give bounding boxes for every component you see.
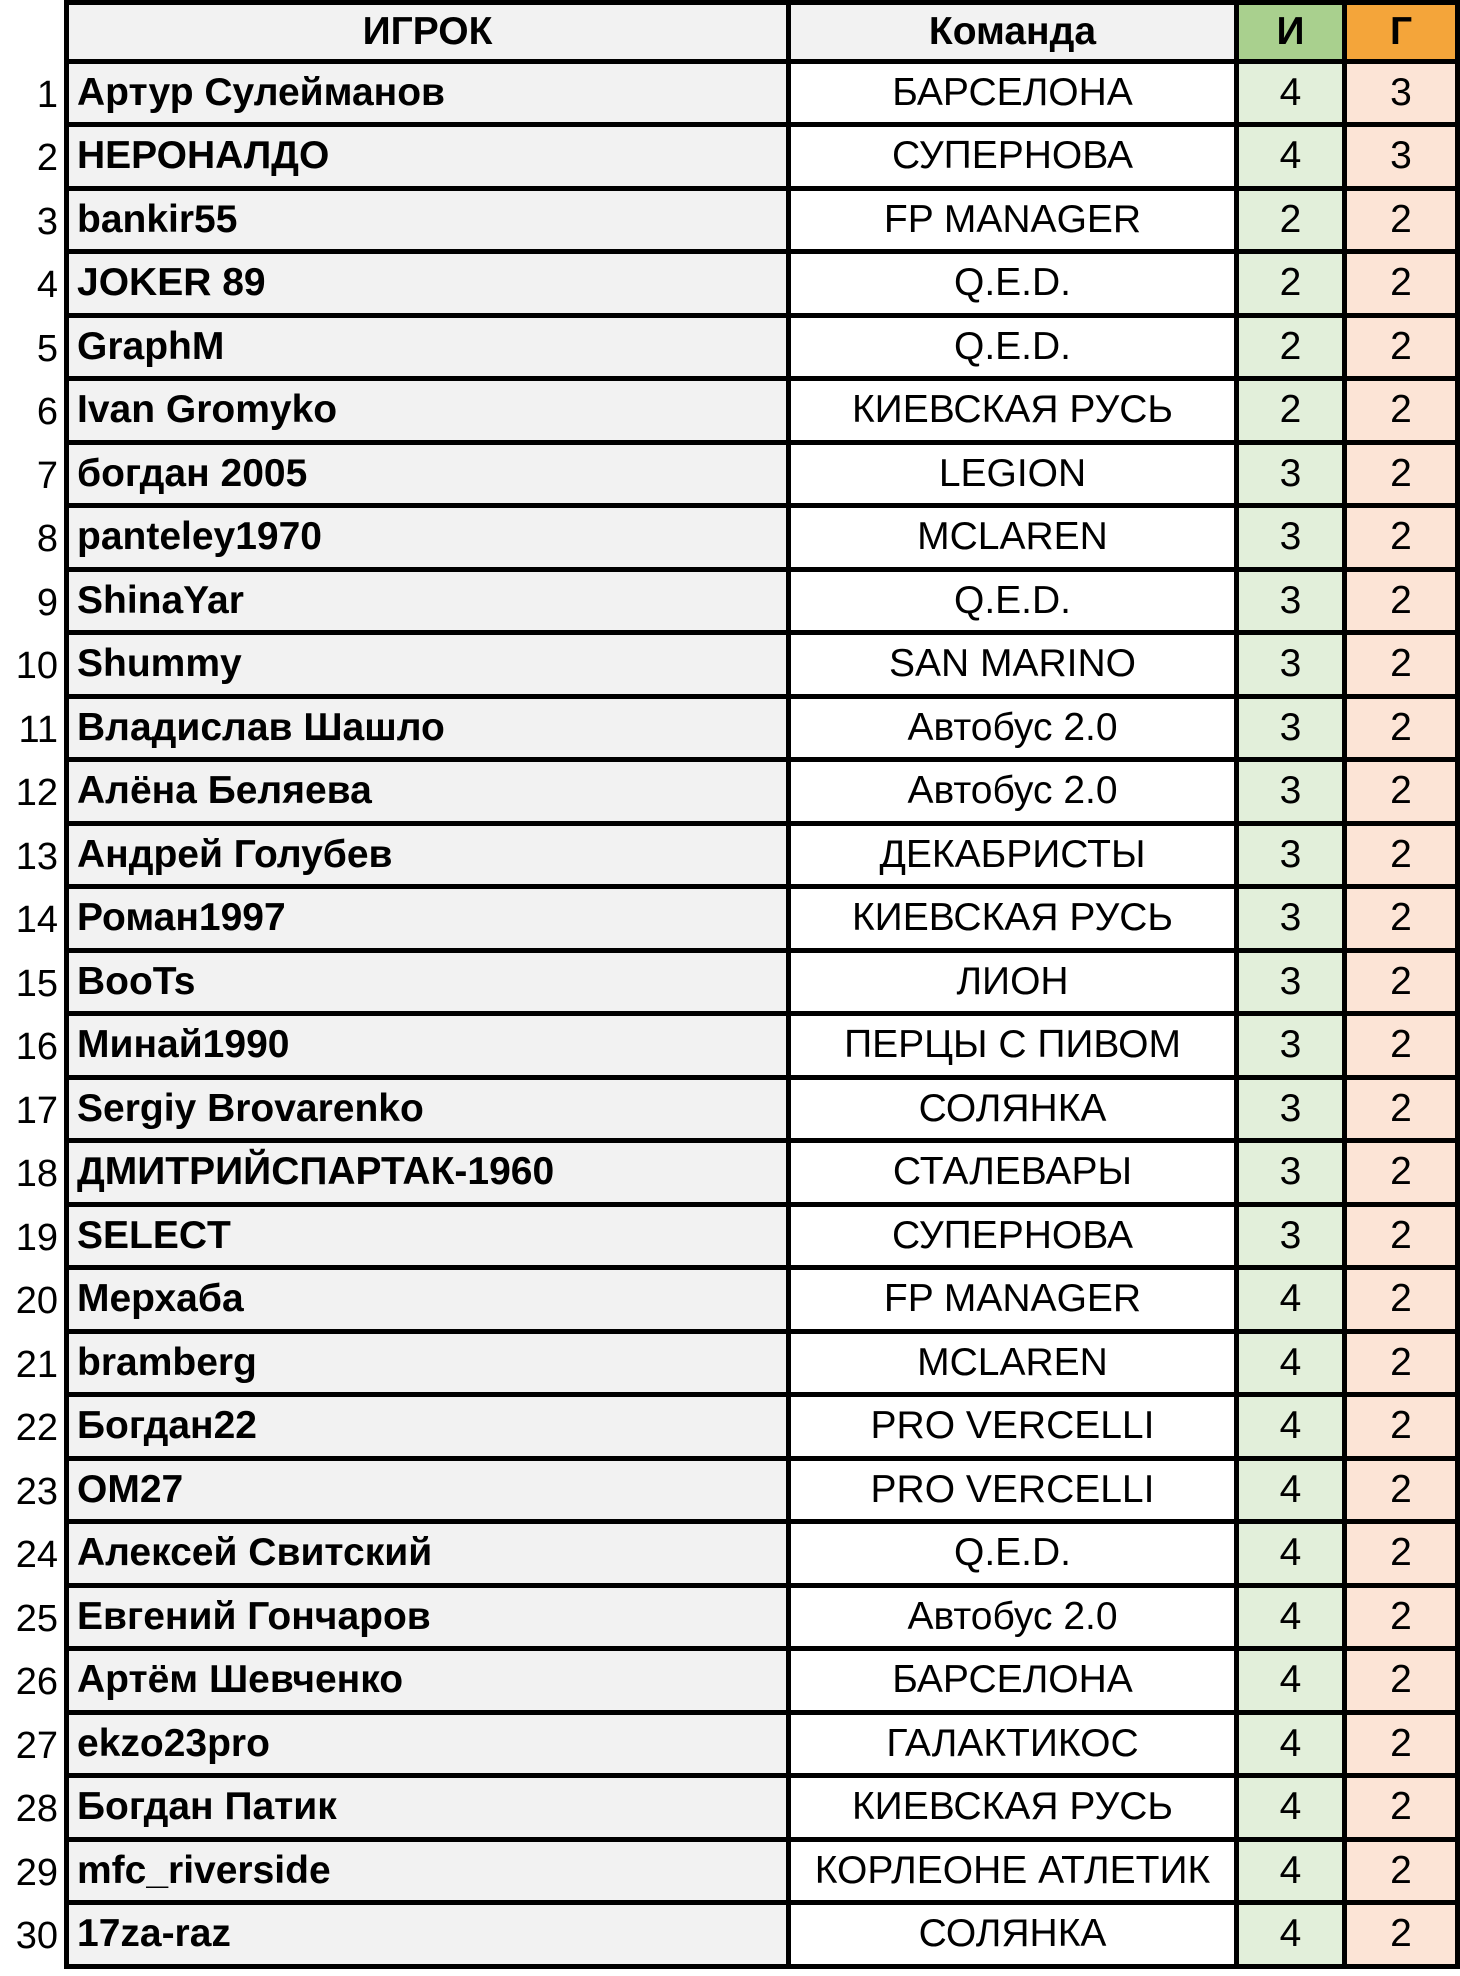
team-name: СУПЕРНОВА [791, 1207, 1239, 1271]
goals-count: 2 [1347, 1461, 1460, 1525]
goals-count: 2 [1347, 1524, 1460, 1588]
team-name: ПЕРЦЫ С ПИВОМ [791, 1016, 1239, 1080]
games-count: 2 [1239, 254, 1347, 318]
games-count: 3 [1239, 699, 1347, 763]
row-number: 19 [0, 1207, 64, 1271]
player-name: Минай1990 [64, 1016, 791, 1080]
games-count: 3 [1239, 572, 1347, 636]
goals-count: 2 [1347, 1080, 1460, 1144]
games-count: 3 [1239, 762, 1347, 826]
goals-count: 2 [1347, 445, 1460, 509]
player-name: ekzo23pro [64, 1715, 791, 1779]
goals-count: 2 [1347, 1143, 1460, 1207]
goals-count: 2 [1347, 635, 1460, 699]
row-number: 22 [0, 1397, 64, 1461]
team-name: БАРСЕЛОНА [791, 1651, 1239, 1715]
goals-count: 3 [1347, 127, 1460, 191]
player-name: Богдан22 [64, 1397, 791, 1461]
row-number: 28 [0, 1778, 64, 1842]
row-number: 26 [0, 1651, 64, 1715]
games-count: 3 [1239, 1143, 1347, 1207]
row-number: 13 [0, 826, 64, 890]
team-name: ДЕКАБРИСТЫ [791, 826, 1239, 890]
corner-cell [0, 0, 64, 64]
goals-count: 2 [1347, 1207, 1460, 1271]
row-number: 6 [0, 381, 64, 445]
row-number: 21 [0, 1334, 64, 1398]
team-name: КОРЛЕОНЕ АТЛЕТИК [791, 1842, 1239, 1906]
team-name: КИЕВСКАЯ РУСЬ [791, 889, 1239, 953]
games-count: 4 [1239, 1842, 1347, 1906]
goals-count: 2 [1347, 572, 1460, 636]
games-count: 4 [1239, 1778, 1347, 1842]
row-number: 20 [0, 1270, 64, 1334]
team-name: FP MANAGER [791, 1270, 1239, 1334]
player-name: Ivan Gromyko [64, 381, 791, 445]
goals-count: 2 [1347, 826, 1460, 890]
games-count: 4 [1239, 1397, 1347, 1461]
player-name: Алёна Беляева [64, 762, 791, 826]
player-name: mfc_riverside [64, 1842, 791, 1906]
games-count: 3 [1239, 508, 1347, 572]
team-name: PRO VERCELLI [791, 1461, 1239, 1525]
row-number: 9 [0, 572, 64, 636]
player-name: bankir55 [64, 191, 791, 255]
team-name: СОЛЯНКА [791, 1080, 1239, 1144]
player-name: BooTs [64, 953, 791, 1017]
row-number: 18 [0, 1143, 64, 1207]
player-name: Роман1997 [64, 889, 791, 953]
games-count: 3 [1239, 635, 1347, 699]
goals-count: 2 [1347, 1016, 1460, 1080]
games-count: 4 [1239, 127, 1347, 191]
team-name: Автобус 2.0 [791, 1588, 1239, 1652]
team-name: БАРСЕЛОНА [791, 64, 1239, 128]
player-name: JOKER 89 [64, 254, 791, 318]
player-name: Артём Шевченко [64, 1651, 791, 1715]
row-number: 5 [0, 318, 64, 382]
team-name: КИЕВСКАЯ РУСЬ [791, 381, 1239, 445]
goals-count: 2 [1347, 508, 1460, 572]
header-player: ИГРОК [64, 0, 791, 64]
team-name: СУПЕРНОВА [791, 127, 1239, 191]
row-number: 25 [0, 1588, 64, 1652]
row-number: 10 [0, 635, 64, 699]
games-count: 3 [1239, 889, 1347, 953]
goals-count: 2 [1347, 762, 1460, 826]
row-number: 8 [0, 508, 64, 572]
goals-count: 2 [1347, 1397, 1460, 1461]
goals-count: 2 [1347, 1588, 1460, 1652]
row-number: 24 [0, 1524, 64, 1588]
row-number: 4 [0, 254, 64, 318]
games-count: 3 [1239, 445, 1347, 509]
row-number: 29 [0, 1842, 64, 1906]
team-name: Автобус 2.0 [791, 699, 1239, 763]
player-name: bramberg [64, 1334, 791, 1398]
goals-count: 2 [1347, 1905, 1460, 1969]
row-number: 1 [0, 64, 64, 128]
games-count: 2 [1239, 191, 1347, 255]
team-name: Q.E.D. [791, 254, 1239, 318]
row-number: 17 [0, 1080, 64, 1144]
player-name: Shummy [64, 635, 791, 699]
team-name: MCLAREN [791, 508, 1239, 572]
goals-count: 2 [1347, 953, 1460, 1017]
team-name: Q.E.D. [791, 318, 1239, 382]
games-count: 4 [1239, 64, 1347, 128]
goals-count: 2 [1347, 1334, 1460, 1398]
player-name: Владислав Шашло [64, 699, 791, 763]
row-number: 30 [0, 1905, 64, 1969]
player-name: SELECT [64, 1207, 791, 1271]
games-count: 4 [1239, 1461, 1347, 1525]
row-number: 16 [0, 1016, 64, 1080]
row-number: 2 [0, 127, 64, 191]
goals-count: 2 [1347, 381, 1460, 445]
player-name: OM27 [64, 1461, 791, 1525]
row-number: 11 [0, 699, 64, 763]
row-number: 3 [0, 191, 64, 255]
goals-count: 2 [1347, 889, 1460, 953]
header-team: Команда [791, 0, 1239, 64]
games-count: 4 [1239, 1651, 1347, 1715]
team-name: СТАЛЕВАРЫ [791, 1143, 1239, 1207]
header-goals: Г [1347, 0, 1460, 64]
goals-count: 2 [1347, 1842, 1460, 1906]
player-name: НЕРОНАЛДО [64, 127, 791, 191]
goals-count: 2 [1347, 699, 1460, 763]
player-name: ДМИТРИЙСПАРТАК-1960 [64, 1143, 791, 1207]
player-name: 17za-raz [64, 1905, 791, 1969]
goals-count: 2 [1347, 1651, 1460, 1715]
goals-count: 2 [1347, 318, 1460, 382]
team-name: PRO VERCELLI [791, 1397, 1239, 1461]
player-name: Андрей Голубев [64, 826, 791, 890]
team-name: FP MANAGER [791, 191, 1239, 255]
player-name: panteley1970 [64, 508, 791, 572]
player-name: Мерхаба [64, 1270, 791, 1334]
team-name: LEGION [791, 445, 1239, 509]
goals-count: 3 [1347, 64, 1460, 128]
player-name: Sergiy Brovarenko [64, 1080, 791, 1144]
row-number: 15 [0, 953, 64, 1017]
games-count: 3 [1239, 1207, 1347, 1271]
games-count: 3 [1239, 953, 1347, 1017]
games-count: 4 [1239, 1905, 1347, 1969]
row-number: 7 [0, 445, 64, 509]
team-name: Q.E.D. [791, 572, 1239, 636]
row-number: 23 [0, 1461, 64, 1525]
player-name: Артур Сулейманов [64, 64, 791, 128]
games-count: 4 [1239, 1334, 1347, 1398]
row-number: 27 [0, 1715, 64, 1779]
games-count: 2 [1239, 381, 1347, 445]
team-name: ЛИОН [791, 953, 1239, 1017]
team-name: MCLAREN [791, 1334, 1239, 1398]
team-name: Q.E.D. [791, 1524, 1239, 1588]
header-games: И [1239, 0, 1347, 64]
player-name: Алексей Свитский [64, 1524, 791, 1588]
team-name: ГАЛАКТИКОС [791, 1715, 1239, 1779]
player-name: GraphM [64, 318, 791, 382]
goals-count: 2 [1347, 191, 1460, 255]
team-name: КИЕВСКАЯ РУСЬ [791, 1778, 1239, 1842]
games-count: 3 [1239, 1016, 1347, 1080]
team-name: Автобус 2.0 [791, 762, 1239, 826]
games-count: 3 [1239, 826, 1347, 890]
games-count: 2 [1239, 318, 1347, 382]
games-count: 4 [1239, 1588, 1347, 1652]
player-name: Богдан Патик [64, 1778, 791, 1842]
team-name: SAN MARINO [791, 635, 1239, 699]
player-name: ShinaYar [64, 572, 791, 636]
goals-count: 2 [1347, 1715, 1460, 1779]
goals-count: 2 [1347, 254, 1460, 318]
row-number: 14 [0, 889, 64, 953]
games-count: 4 [1239, 1715, 1347, 1779]
team-name: СОЛЯНКА [791, 1905, 1239, 1969]
player-name: Евгений Гончаров [64, 1588, 791, 1652]
player-name: богдан 2005 [64, 445, 791, 509]
games-count: 4 [1239, 1524, 1347, 1588]
games-count: 3 [1239, 1080, 1347, 1144]
goals-count: 2 [1347, 1778, 1460, 1842]
row-number: 12 [0, 762, 64, 826]
goals-count: 2 [1347, 1270, 1460, 1334]
games-count: 4 [1239, 1270, 1347, 1334]
